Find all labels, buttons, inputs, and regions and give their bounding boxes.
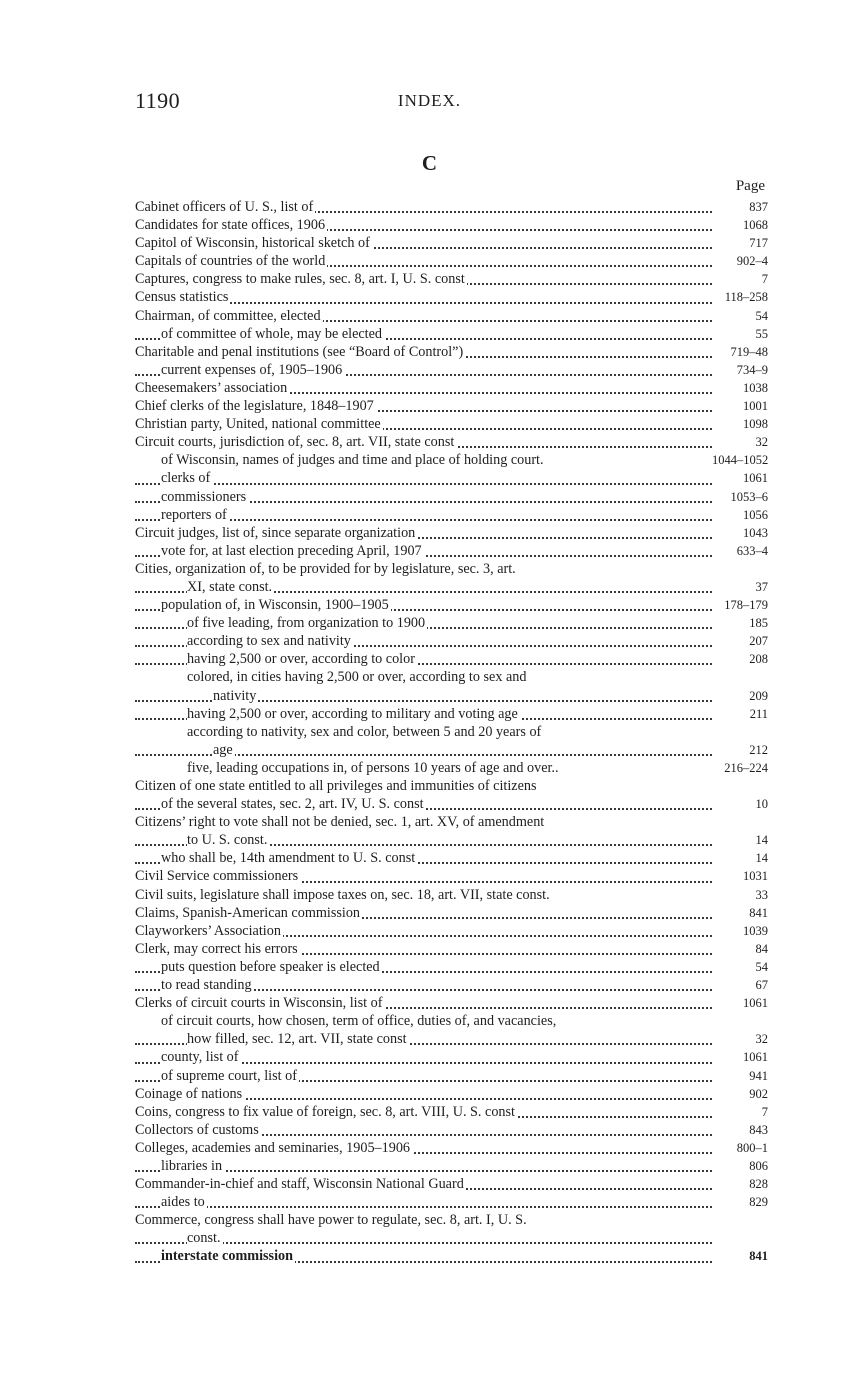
index-entry-page: 806 (712, 1157, 768, 1175)
index-entry-text: of Wisconsin, names of judges and time and place of holding court. (161, 452, 544, 469)
index-entry-text: of the several states, sec. 2, art. IV, U. S. const (161, 796, 424, 813)
index-entry-text: libraries in (161, 1157, 223, 1174)
index-entry-page: 1053–6 (712, 488, 768, 506)
running-head: INDEX. (397, 91, 462, 110)
index-entry-page: 209 (712, 687, 768, 705)
index-entry-text: Coins, congress to fix value of foreign, sec. 8, art. VIII, U. S. const (135, 1103, 515, 1120)
index-entry-text: reporters of (161, 506, 227, 523)
index-entry (135, 1103, 768, 1121)
index-entry-page: 1031 (712, 867, 768, 885)
index-entry (135, 650, 768, 668)
index-entry-page: 178–179 (712, 596, 768, 614)
index-entry (135, 867, 768, 885)
index-entry (135, 741, 768, 759)
index-entry-text: Citizens’ right to vote shall not be denied, sec. 1, art. XV, of amendment (135, 814, 545, 831)
index-entry-text: of circuit courts, how chosen, term of office, duties of, and vacancies, (161, 1013, 557, 1030)
index-entry-page: 1098 (712, 415, 768, 433)
index-entry-page: 32 (712, 1030, 768, 1048)
index-entry-page: 208 (712, 650, 768, 668)
index-entry (135, 1139, 768, 1157)
index-entry-text: five, leading occupations in, of persons 10 years of age and over.. (187, 759, 559, 776)
index-entry-page: 717 (712, 234, 768, 252)
index-entry-page: 828 (712, 1175, 768, 1193)
index-entry-text: to U. S. const. (187, 832, 268, 849)
index-entry (135, 759, 768, 777)
index-entry (135, 1157, 768, 1175)
index-entry-text: county, list of (161, 1049, 239, 1066)
index-entry (135, 1030, 768, 1048)
index-entry-text: who shall be, 14th amendment to U. S. const (161, 850, 416, 867)
index-entry-text: Cabinet officers of U. S., list of (135, 199, 314, 215)
index-entry-text: Capitals of countries of the world (135, 253, 326, 270)
index-entry (135, 795, 768, 813)
index-entry (135, 198, 768, 216)
index-entry (135, 1229, 768, 1247)
index-entry (135, 813, 768, 831)
index-entry-text: according to sex and nativity (187, 633, 351, 650)
index-entry (135, 922, 768, 940)
index-entry-text: population of, in Wisconsin, 1900–1905 (161, 597, 389, 614)
index-entry (135, 560, 768, 578)
index-entry-text: how filled, sec. 12, art. VII, state const (187, 1031, 407, 1048)
index-entry (135, 1211, 768, 1229)
index-entry-text: according to nativity, sex and color, between 5 and 20 years of (187, 723, 542, 740)
index-entry-text: const. (187, 1230, 221, 1247)
index-entry (135, 614, 768, 632)
index-entry-text: Clerks of circuit courts in Wisconsin, list of (135, 995, 383, 1012)
index-entry (135, 216, 768, 234)
index-entry (135, 542, 768, 560)
index-entry-page: 212 (712, 741, 768, 759)
index-entry-page: 118–258 (712, 288, 768, 306)
index-entry-text: Circuit judges, list of, since separate organization (135, 524, 416, 541)
index-entry (135, 994, 768, 1012)
index-entry-text: puts question before speaker is elected (161, 958, 380, 975)
index-entry (135, 1247, 768, 1265)
index-entry-page: 1068 (712, 216, 768, 234)
index-entry-text: commissioners (161, 488, 247, 505)
index-entry-page: 1061 (712, 994, 768, 1012)
index-entry-text: current expenses of, 1905–1906 (161, 361, 343, 378)
index-entry-page: 14 (712, 831, 768, 849)
index-entry-text: of five leading, from organization to 1900 (187, 615, 426, 632)
index-entry-page: 829 (712, 1193, 768, 1211)
index-entry-text: Chief clerks of the legislature, 1848–1907 (135, 398, 374, 415)
index-entry-page: 902–4 (712, 252, 768, 270)
index-entry-page: 37 (712, 578, 768, 596)
section-letter-heading: C (421, 151, 438, 175)
index-entry (135, 705, 768, 723)
index-entry (135, 451, 768, 469)
index-entry (135, 1067, 768, 1085)
index-entry-text: age (213, 741, 233, 758)
index-entry (135, 1012, 768, 1030)
index-entry (135, 904, 768, 922)
index-entry (135, 687, 768, 705)
index-entry-page: 902 (712, 1085, 768, 1103)
index-entry-text: of supreme court, list of (161, 1067, 297, 1084)
index-entry-text: having 2,500 or over, according to military and voting age (187, 705, 518, 722)
index-entry-page: 10 (712, 795, 768, 813)
index-entry-page: 1044–1052 (712, 451, 768, 469)
index-entry (135, 849, 768, 867)
index-entry-text: aides to (161, 1194, 205, 1211)
index-entry-text: Claims, Spanish-American commission (135, 904, 361, 921)
index-entry-page: 1056 (712, 506, 768, 524)
index-entry-text: having 2,500 or over, according to color (187, 651, 415, 668)
index-entry (135, 1048, 768, 1066)
index-entry-page: 55 (712, 325, 768, 343)
index-entry-page: 7 (712, 1103, 768, 1121)
index-entry (135, 488, 768, 506)
index-entry-page: 54 (712, 307, 768, 325)
index-entry-text: XI, state const. (187, 578, 273, 595)
index-entry-page: 1061 (712, 1048, 768, 1066)
index-entry-text: Civil suits, legislature shall impose taxes on, sec. 18, art. VII, state const. (135, 886, 550, 903)
index-entry (135, 886, 768, 904)
index-entry-text: Christian party, United, national committee (135, 416, 381, 433)
index-entry-page: 1038 (712, 379, 768, 397)
index-entry-page: 207 (712, 632, 768, 650)
index-entry (135, 270, 768, 288)
index-entry (135, 307, 768, 325)
index-entry-text: Chairman, of committee, elected (135, 307, 321, 324)
index-entry (135, 777, 768, 795)
index-entry (135, 397, 768, 415)
index-entry-page: 67 (712, 976, 768, 994)
index-entry-page: 32 (712, 433, 768, 451)
index-entry-text: Cities, organization of, to be provided for by legislature, sec. 3, art. (135, 560, 516, 577)
dot-leader (135, 1206, 712, 1208)
index-entry (135, 234, 768, 252)
index-entry-page: 633–4 (712, 542, 768, 560)
index-entry-text: Clayworkers’ Association (135, 922, 281, 939)
index-entry (135, 632, 768, 650)
index-entry-page: 1043 (712, 524, 768, 542)
index-entry (135, 1175, 768, 1193)
index-entry-page: 719–48 (712, 343, 768, 361)
index-entry-text: Citizen of one state entitled to all privileges and immunities of citizens (135, 778, 537, 794)
index-entry-page: 1001 (712, 397, 768, 415)
index-entry (135, 1193, 768, 1211)
index-entry-text: Civil Service commissioners (135, 868, 299, 885)
index-entry-text: Captures, congress to make rules, sec. 8, art. I, U. S. const (135, 271, 465, 288)
index-entry-text: nativity (213, 687, 257, 704)
index-entry (135, 958, 768, 976)
index-entry-page: 841 (712, 1247, 768, 1265)
index-entry-page: 837 (712, 198, 768, 216)
index-entry-text: colored, in cities having 2,500 or over, according to sex and (187, 669, 527, 686)
index-entry-page: 54 (712, 958, 768, 976)
index-entry-text: Commerce, congress shall have power to regulate, sec. 8, art. I, U. S. (135, 1212, 527, 1229)
index-entry-text: Clerk, may correct his errors (135, 940, 298, 957)
index-entry-text: Coinage of nations (135, 1085, 243, 1102)
index-entry (135, 325, 768, 343)
index-entry-text: Commander-in-chief and staff, Wisconsin National Guard (135, 1176, 464, 1193)
index-entry (135, 976, 768, 994)
page-number: 1190 (135, 88, 181, 113)
index-entry-page: 800–1 (712, 1139, 768, 1157)
index-entry (135, 506, 768, 524)
index-entry-list (135, 198, 768, 1266)
index-entry (135, 361, 768, 379)
index-entry-text: Census statistics (135, 289, 229, 306)
index-entry-page: 843 (712, 1121, 768, 1139)
index-entry (135, 668, 768, 686)
index-entry (135, 831, 768, 849)
index-entry (135, 252, 768, 270)
index-entry-text: Charitable and penal institutions (see “Board of Control”) (135, 343, 464, 360)
index-entry (135, 379, 768, 397)
index-entry-page: 33 (712, 886, 768, 904)
index-entry-page: 7 (712, 270, 768, 288)
index-entry (135, 433, 768, 451)
index-entry (135, 524, 768, 542)
index-entry (135, 415, 768, 433)
index-entry (135, 1121, 768, 1139)
index-entry-text: to read standing (161, 977, 252, 994)
index-entry (135, 1085, 768, 1103)
index-entry-text: clerks of (161, 470, 211, 487)
index-entry-page: 185 (712, 614, 768, 632)
index-entry-page: 941 (712, 1067, 768, 1085)
index-entry-text: interstate commission (161, 1248, 293, 1265)
index-entry-page: 734–9 (712, 361, 768, 379)
index-entry-page: 211 (712, 705, 768, 723)
index-entry (135, 723, 768, 741)
index-entry-text: Candidates for state offices, 1906 (135, 217, 326, 234)
index-entry-page: 1039 (712, 922, 768, 940)
index-entry-page: 1061 (712, 469, 768, 487)
index-entry-text: Colleges, academies and seminaries, 1905–1906 (135, 1139, 411, 1156)
index-entry (135, 469, 768, 487)
index-entry-page: 841 (712, 904, 768, 922)
index-entry (135, 343, 768, 361)
index-entry-text: Cheesemakers’ association (135, 379, 288, 396)
index-entry-text: of committee of whole, may be elected (161, 325, 383, 342)
index-entry-text: Capitol of Wisconsin, historical sketch of (135, 235, 370, 252)
index-entry-page: 84 (712, 940, 768, 958)
index-entry (135, 940, 768, 958)
index-entry-text: Circuit courts, jurisdiction of, sec. 8, art. VII, state const (135, 434, 455, 451)
index-entry-text: vote for, at last election preceding April, 1907 (161, 542, 422, 559)
index-entry (135, 288, 768, 306)
index-entry-text: Collectors of customs (135, 1121, 259, 1138)
dot-leader (135, 483, 712, 485)
index-entry (135, 578, 768, 596)
index-entry (135, 596, 768, 614)
index-entry-page: 14 (712, 849, 768, 867)
index-entry-page: 216–224 (712, 759, 768, 777)
page-column-header: Page (735, 178, 765, 194)
